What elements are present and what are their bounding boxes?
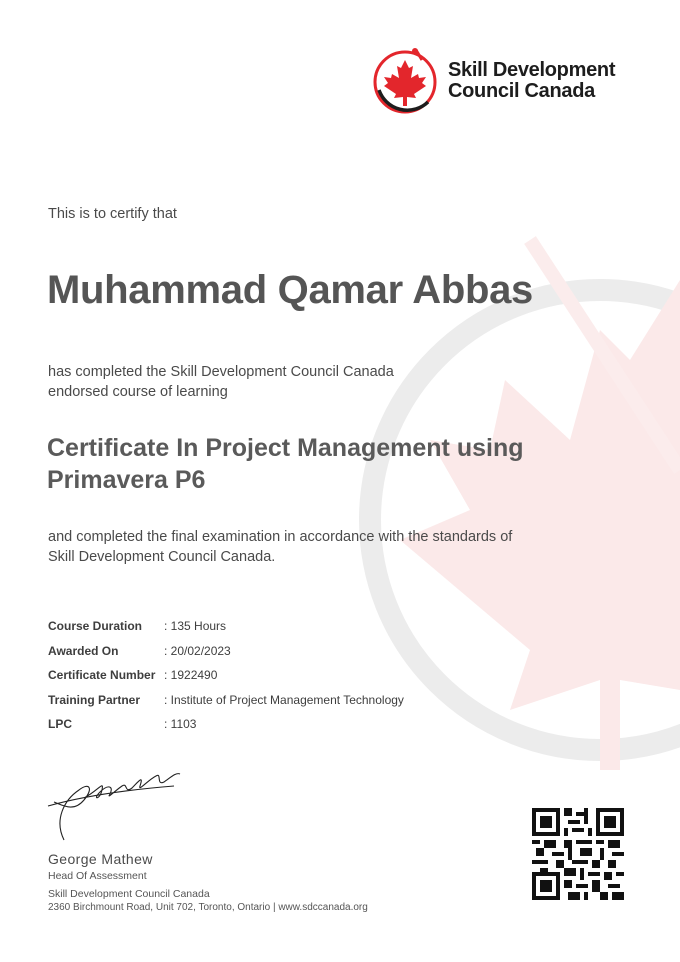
detail-value: : 1103 [164,717,197,732]
sdc-maple-leaf-icon [370,46,440,116]
qr-code[interactable] [532,808,624,900]
detail-value: : 1922490 [164,668,218,683]
detail-row-lpc [48,712,404,737]
detail-value: : 20/02/2023 [164,643,231,658]
completion-line-2: endorsed course of learning [48,384,228,400]
footer-address: 2360 Birchmount Road, Unit 702, Toronto, Ontario | www.sdccanada.org [48,902,368,913]
logo [370,46,615,116]
course-title [47,432,524,496]
detail-label: LPC [48,717,72,732]
course-title-line-1: Certificate In Project Management using [47,434,524,462]
detail-label: Course Duration [48,619,143,634]
signature-mark [44,760,189,845]
detail-row-training-partner [48,688,404,713]
certificate-details [48,614,404,737]
exam-line-1: and completed the final examination in accordance with the standards of [48,529,513,545]
course-title-line-2: Primavera P6 [47,466,206,494]
logo-line-2: Council Canada [448,80,595,102]
signatory-role: Head Of Assessment [48,870,147,882]
detail-row-awarded-on [48,639,404,664]
detail-label: Training Partner [48,692,141,707]
footer-organization: Skill Development Council Canada [48,888,210,900]
exam-line-2: Skill Development Council Canada. [48,549,276,565]
detail-label: Awarded On [48,643,119,658]
detail-row-course-duration [48,614,404,639]
completion-line-1: has completed the Skill Development Council Canada [48,364,394,380]
logo-line-1: Skill Development [448,59,616,81]
detail-value: : Institute of Project Management Technology [164,692,404,707]
completion-statement [48,362,394,402]
detail-value: : 135 Hours [164,619,227,634]
detail-label: Certificate Number [48,668,156,683]
detail-row-certificate-number [48,663,404,688]
logo-wordmark [448,60,615,102]
certify-intro: This is to certify that [48,206,177,222]
signatory-name: George Mathew [48,851,153,867]
recipient-name: Muhammad Qamar Abbas [47,268,533,312]
exam-statement [48,527,512,567]
